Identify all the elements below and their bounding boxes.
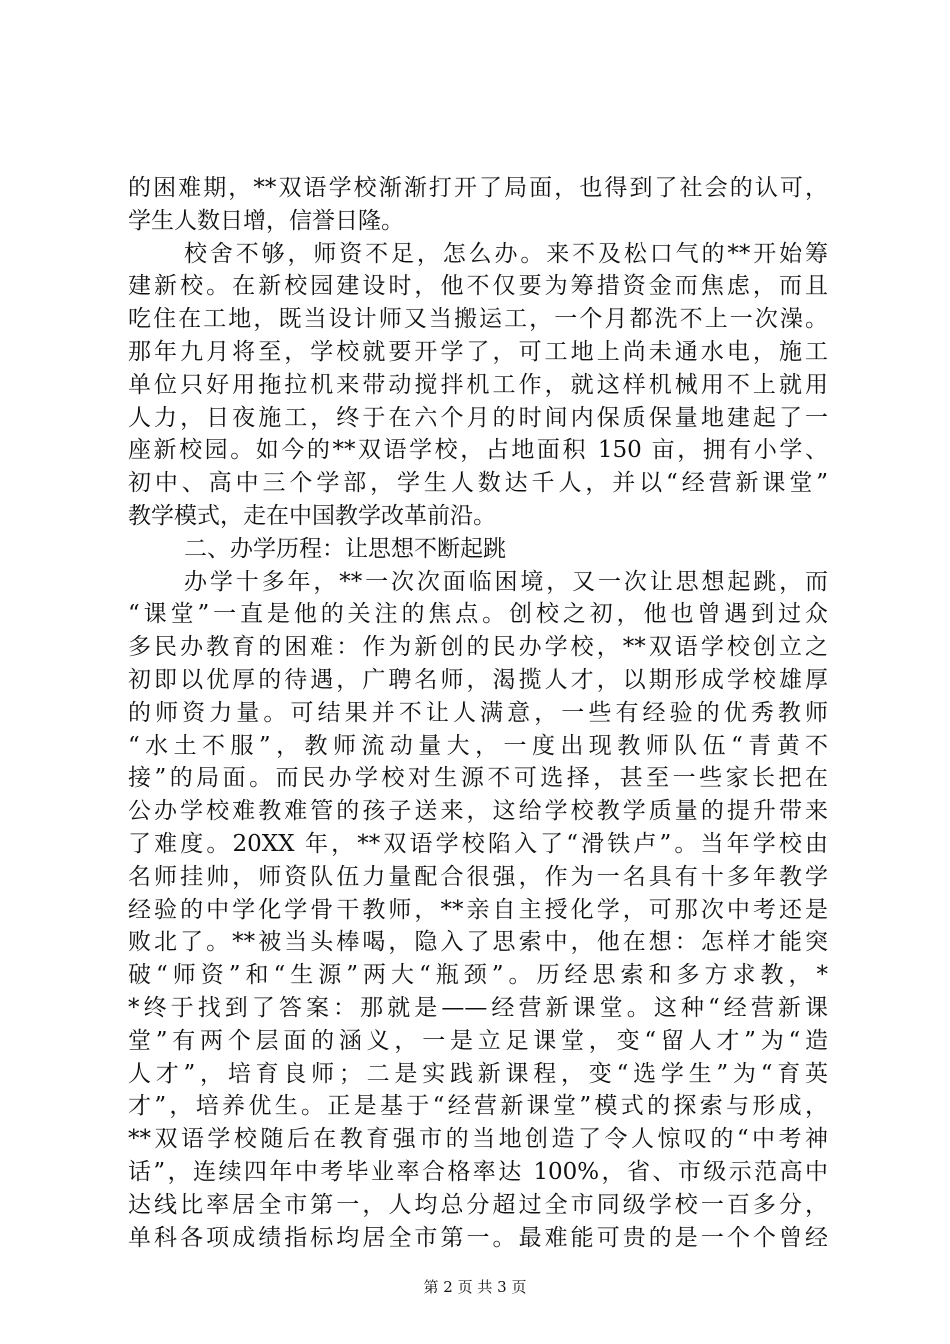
text-line: *终于找到了答案：那就是——经营新课堂。这种“经营新课	[128, 994, 828, 1021]
text-line: 才”，培养优生。正是基于“经营新课堂”模式的探索与形成，	[128, 1093, 828, 1120]
text-line: 单位只好用拖拉机来带动搅拌机工作，就这样机械用不上就用	[128, 371, 828, 398]
text-line: **双语学校随后在教育强市的当地创造了令人惊叹的“中考神	[128, 1126, 828, 1153]
text-line: 的困难期，**双语学校渐渐打开了局面，也得到了社会的认可，	[128, 175, 828, 201]
text-line: 接”的局面。而民办学校对生源不可选择，甚至一些家长把在	[128, 765, 828, 792]
text-line: 人力，日夜施工，终于在六个月的时间内保质保量地建起了一	[128, 404, 828, 431]
text-line: 教学模式，走在中国教学改革前沿。	[128, 502, 496, 529]
text-line: “课堂”一直是他的关注的焦点。创校之初，他也曾遇到过众	[128, 601, 828, 628]
text-line: 建新校。在新校园建设时，他不仅要为筹措资金而焦虑，而且	[128, 273, 828, 300]
text-line: 公办学校难教难管的孩子送来，这给学校教学质量的提升带来	[128, 798, 828, 825]
text-line: 学生人数日增，信誉日隆。	[128, 207, 404, 234]
text-line: 人才”，培育良师；二是实践新课程，变“选学生”为“育英	[128, 1060, 828, 1087]
document-body	[128, 172, 828, 1254]
text-line: 了难度。20XX 年，**双语学校陷入了“滑铁卢”。当年学校由	[128, 830, 828, 857]
text-line: 二、办学历程：让思想不断起跳	[184, 535, 506, 562]
text-line: 败北了。**被当头棒喝，隐入了思索中，他在想：怎样才能突	[128, 929, 828, 956]
text-line: 初中、高中三个学部，学生人数达千人，并以“经营新课堂”	[128, 470, 828, 497]
text-line: 那年九月将至，学校就要开学了，可工地上尚未通水电，施工	[128, 338, 828, 365]
text-line: 名师挂帅，师资队伍力量配合很强，作为一名具有十多年教学	[128, 863, 828, 890]
text-line: 座新校园。如今的**双语学校，占地面积 150 亩，拥有小学、	[128, 437, 828, 464]
text-line: 堂”有两个层面的涵义，一是立足课堂，变“留人才”为“造	[128, 1027, 828, 1054]
text-line: 校舍不够，师资不足，怎么办。来不及松口气的**开始筹	[184, 240, 828, 267]
text-line: 吃住在工地，既当设计师又当搬运工，一个月都洗不上一次澡。	[128, 306, 828, 333]
text-line: 经验的中学化学骨干教师，**亲自主授化学，可那次中考还是	[128, 896, 828, 923]
text-line: 达线比率居全市第一，人均总分超过全市同级学校一百多分，	[128, 1191, 828, 1218]
text-line: 的师资力量。可结果并不让人满意，一些有经验的优秀教师	[128, 699, 828, 726]
text-line: 多民办教育的困难：作为新创的民办学校，**双语学校创立之	[128, 634, 828, 661]
text-line: 初即以优厚的待遇，广聘名师，渴揽人才，以期形成学校雄厚	[128, 666, 828, 693]
text-line: “水土不服”，教师流动量大，一度出现教师队伍“青黄不	[128, 732, 828, 759]
text-line: 话”，连续四年中考毕业率合格率达 100%，省、市级示范高中	[128, 1158, 828, 1185]
text-line: 单科各项成绩指标均居全市第一。最难能可贵的是一个个曾经	[128, 1224, 828, 1251]
page-footer: 第 2 页 共 3 页	[423, 1278, 527, 1296]
text-line: 办学十多年，**一次次面临困境，又一次让思想起跳，而	[184, 568, 828, 595]
text-line: 破“师资”和“生源”两大“瓶颈”。历经思索和多方求教，*	[128, 962, 828, 989]
